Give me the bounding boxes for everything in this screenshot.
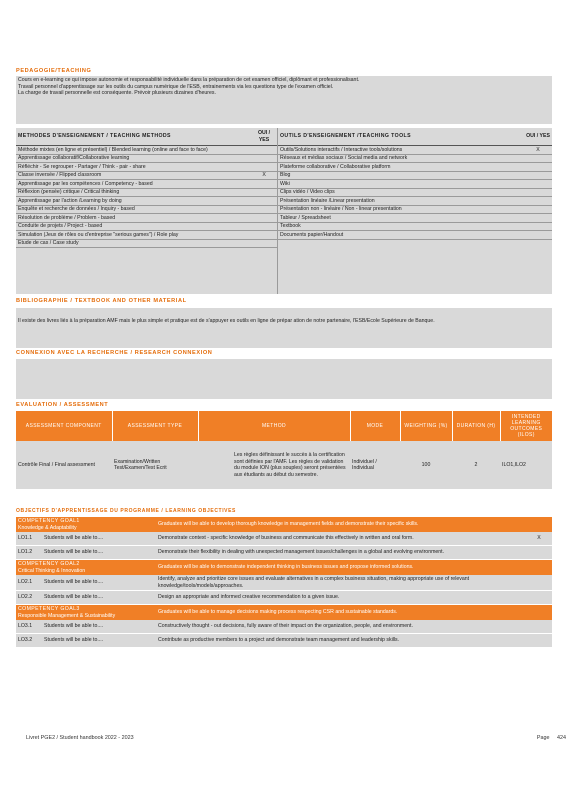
method-row: [16, 206, 277, 215]
pedagogy-section: [16, 68, 552, 75]
method-mark: [251, 189, 277, 197]
handbook-page: [16, 0, 566, 800]
eval-mode: Individuel / Individual: [350, 441, 400, 489]
method-row: [16, 163, 277, 172]
method-label: Apprentissage collaboratif/Collaborative learning: [18, 155, 130, 161]
learning-outcome-row: [16, 591, 552, 605]
method-mark: [251, 146, 277, 154]
competency-goal-code: COMPETENCY GOAL1: [18, 518, 80, 524]
research-box: [16, 359, 552, 399]
learning-outcome-row: [16, 575, 552, 591]
pedagogy-box: [16, 76, 552, 124]
pedagogy-title: PEDAGOGIE/TEACHING: [16, 68, 92, 74]
bibliography-text: Il existe des livres liés à la préparation AMF mais le plus simple et pratique est de s'appuyer es outils en ligne de prépar ation de notre partenaire, l'ESB/Ecole Supérieure de Banque.: [18, 318, 435, 324]
footer-page: [537, 735, 566, 742]
lo-id: LO2.1: [18, 579, 33, 586]
pedagogy-text-1: Cours en e-learning ce qui impose autonomie et responsabilité individuelle dans la préparation de cet examen officiel, diplômant et professionalisant.: [18, 77, 360, 83]
bibliography-title: BIBLIOGRAPHIE / TEXTBOOK AND OTHER MATERIAL: [16, 298, 187, 304]
tool-row: [278, 189, 552, 198]
tool-mark: [524, 172, 552, 180]
competency-goal-title: [16, 560, 156, 575]
eval-type: Examination/Written Test/Examen/Test Ecrit: [112, 441, 198, 489]
tool-mark: [524, 206, 552, 214]
eval-header-component: ASSESSMENT COMPONENT: [16, 411, 112, 441]
method-mark: [251, 197, 277, 205]
evaluation-section: [16, 402, 552, 409]
tool-label: Documents papier/Handout: [280, 231, 344, 238]
eval-duration: 2: [452, 441, 500, 489]
tool-row: [278, 197, 552, 206]
lo-who: Students will be able to....: [44, 535, 104, 542]
footer-page-label: Page: [536, 735, 550, 741]
tool-row: [278, 146, 552, 155]
method-row: [16, 172, 277, 181]
tool-label: Présentation linéaire /Linear presentation: [280, 197, 375, 204]
method-mark: [251, 180, 277, 188]
method-label: Méthode mixtes (en ligne et présentiel) / Blended learning (online and face to face): [18, 146, 208, 153]
methods-tools-table: [16, 128, 552, 294]
eval-weighting: 100: [400, 441, 452, 489]
method-label: Etude de cas / Case study: [18, 240, 79, 246]
method-label: Enquête et recherche de données / Inquiry - based: [18, 206, 135, 212]
method-label: Réflexion (pensée) critique / Critical thinking: [18, 189, 120, 195]
method-mark: [251, 206, 277, 214]
lo-who: Students will be able to....: [44, 623, 104, 630]
tool-mark: [524, 180, 552, 188]
tool-label: Tableur / Spreadsheet: [280, 214, 331, 221]
tool-label: Réseaux et médias sociaux / Social media and network: [280, 155, 408, 161]
lo-who: Students will be able to....: [44, 549, 104, 556]
lo-id: LO3.1: [18, 623, 33, 630]
method-row: [16, 197, 277, 206]
lo-text: Contribute as productive members to a project and demonstrate team management and leadership skills.: [158, 637, 400, 644]
method-row: [16, 189, 277, 198]
method-row: [16, 223, 277, 232]
competency-goal-code: COMPETENCY GOAL3: [18, 606, 80, 612]
tool-row: [278, 155, 552, 164]
competency-goal-header: [16, 605, 552, 620]
method-row: [16, 231, 277, 240]
footer-handbook-label: Livret PGE2 / Student handbook 2022 - 2023: [26, 735, 134, 741]
tool-label: Wiki: [280, 180, 290, 187]
tool-label: Plateforme collaborative / Collaborative platform: [280, 163, 391, 170]
method-row: [16, 155, 277, 164]
tools-header-yes: OUI / YES: [526, 133, 550, 140]
tool-label: Clips vidéo / Video clips: [280, 189, 335, 195]
method-mark: [251, 223, 277, 231]
tool-row: [278, 163, 552, 172]
pedagogy-text-3: La charge de travail personnelle est conséquente. Prévoir plusieurs dizaines d'heures.: [18, 90, 216, 96]
pedagogy-text-2: Travail personnel d'apprentissage sur les outils du campus numérique de l'ESB, entrainements via les questions type de l'examen officiel.: [18, 83, 334, 90]
lo-text: Constructively thought - out decisions, fully aware of their impact on the organization, people, and environment.: [158, 623, 413, 630]
method-label: Conduite de projets / Project - based: [18, 223, 103, 229]
tools-column: [278, 128, 552, 294]
eval-component: Contrôle Final / Final assessment: [16, 441, 112, 489]
eval-header-duration: DURATION (H): [452, 411, 500, 441]
method-row: [16, 146, 277, 155]
method-mark: [251, 231, 277, 239]
method-label: Réfléchir - Se regrouper - Partager / Think - pair - share: [18, 163, 146, 170]
competency-goal-title: [16, 605, 156, 620]
lo-text: Identify, analyze and prioritize core issues and evaluate alternatives in a complex business situation, making appropriate use of relevant knowledge/tools/models/approaches.: [158, 576, 470, 589]
lo-who: Students will be able to....: [44, 637, 104, 644]
method-label: Apprentissage par l'action /Learning by doing: [18, 197, 122, 204]
tool-mark: [524, 197, 552, 205]
tool-label: Présentation non - linéaire / Non - linear presentation: [280, 206, 402, 212]
research-title: CONNEXION AVEC LA RECHERCHE / RESEARCH CONNEXION: [16, 350, 213, 356]
eval-header-method: METHOD: [198, 411, 350, 441]
evaluation-title: EVALUATION / ASSESSMENT: [16, 402, 109, 408]
lo-id: LO2.2: [18, 594, 33, 601]
tool-mark: [524, 163, 552, 171]
learning-outcome-row: [16, 634, 552, 648]
methods-header-yes: OUI / YES: [257, 130, 271, 143]
tool-mark: [524, 223, 552, 231]
competency-goal-header: [16, 560, 552, 575]
method-label: Apprentissage par les compétences / Competency - based: [18, 180, 153, 187]
method-mark: [251, 163, 277, 171]
page-footer: [26, 735, 566, 742]
methods-header-label: METHODES D'ENSEIGNEMENT / TEACHING METHODS: [18, 133, 171, 140]
methods-header: [16, 128, 277, 146]
competency-goal-name: Knowledge & Adaptability: [18, 524, 77, 531]
learning-outcome-row: [16, 620, 552, 634]
lo-text: Demonstrate context - specific knowledge of business and communicate this effectively in written and oral form.: [158, 535, 414, 542]
tool-mark: [524, 214, 552, 222]
research-section: [16, 350, 552, 357]
learning-outcome-row: [16, 546, 552, 560]
competency-goal-name: Critical Thinking & Innovation: [18, 567, 86, 574]
method-mark: X: [262, 172, 266, 178]
method-mark: [251, 155, 277, 163]
competency-goal-text: Graduates will be able to develop thorough knowledge in management fields and demonstrate their specific skills.: [158, 521, 419, 528]
lo-id: LO1.2: [18, 549, 33, 556]
method-label: Classe inversée / Flipped classroom: [18, 172, 102, 178]
lo-id: LO3.2: [18, 637, 33, 644]
lo-mark: X: [537, 535, 541, 542]
tool-row: [278, 172, 552, 181]
tool-mark: [524, 189, 552, 197]
tool-label: Outils/Solutions interactifs / Interactive tools/solutions: [280, 146, 403, 153]
tool-row: [278, 206, 552, 215]
methods-column: [16, 128, 278, 294]
lo-who: Students will be able to....: [44, 594, 104, 601]
tool-row: [278, 231, 552, 240]
eval-ilos: ILO1,ILO2: [500, 441, 552, 489]
lo-text: Design an appropriate and informed creative recommendation to a given issue.: [158, 594, 340, 601]
lo-text: Demonstrate their flexibility in dealing with unexpected management issues/challenges in a global and evolving environment.: [158, 549, 445, 556]
learning-outcome-row: [16, 532, 552, 546]
methods-list: [16, 146, 277, 248]
method-label: Résolution de problème / Problem - based: [18, 214, 116, 221]
lo-who: Students will be able to....: [44, 579, 104, 586]
tool-row: [278, 180, 552, 189]
eval-header-type: ASSESSMENT TYPE: [112, 411, 198, 441]
competency-goal-name: Responsible Management & Sustainability: [18, 612, 116, 619]
tool-label: Textbook: [280, 223, 301, 229]
method-mark: [251, 214, 277, 222]
evaluation-table: [16, 411, 552, 489]
method-mark: [251, 240, 277, 248]
footer-page-number: 424: [557, 735, 566, 741]
bibliography-section: [16, 298, 552, 305]
competency-goal-header: [16, 517, 552, 532]
eval-header-mode: MODE: [350, 411, 400, 441]
tools-header-label: OUTILS D'ENSEIGNEMENT /TEACHING TOOLS: [280, 133, 411, 140]
method-label: Simulation (Jeux de rôles ou d'entreprise "serious games") / Role play: [18, 231, 179, 238]
eval-header-ilos: INTENDED LEARNING OUTCOMES (ILOS): [500, 411, 552, 441]
method-row: [16, 240, 277, 249]
tool-mark: [524, 231, 552, 239]
competency-goal-text: Graduates will be able to demonstrate independent thinking in business issues and propose informed solutions.: [158, 564, 414, 571]
competency-goal-code: COMPETENCY GOAL2: [18, 561, 80, 567]
method-row: [16, 180, 277, 189]
tools-list: [278, 146, 552, 240]
method-row: [16, 214, 277, 223]
evaluation-row: [16, 441, 552, 489]
eval-method: Les règles définissant le succès à la certification sont définies par l'AMF. Les règles de validation du module ION (plus souples) seront présentées aux étudiants au début du semestre.: [198, 441, 350, 489]
bibliography-box: [16, 308, 552, 348]
tool-row: [278, 214, 552, 223]
tool-mark: [524, 155, 552, 163]
lo-id: LO1.1: [18, 535, 33, 542]
objectives-title: OBJECTIFS D'APPRENTISSAGE DU PROGRAMME / LEARNING OBJECTIVES: [16, 508, 236, 514]
tool-mark: X: [536, 146, 540, 153]
tools-header: [278, 128, 552, 146]
competency-goal-text: Graduates will be able to manage decisions making process respecting CSR and sustainable standards.: [158, 609, 398, 616]
competency-goal-title: [16, 517, 156, 532]
tool-label: Blog: [280, 172, 291, 178]
evaluation-header-row: [16, 411, 552, 441]
objectives-section: [16, 508, 552, 514]
tool-row: [278, 223, 552, 232]
eval-header-weighting: WEIGHTING (%): [400, 411, 452, 441]
objectives-list: [16, 517, 552, 648]
